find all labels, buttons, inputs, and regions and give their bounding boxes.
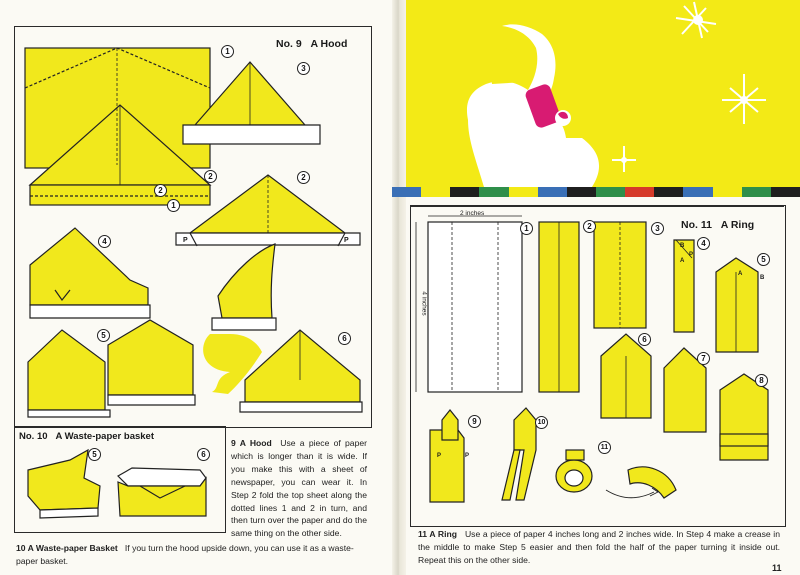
hood-step6 — [245, 330, 360, 402]
ring-caption — [418, 528, 780, 567]
hood-caption-body: Use a piece of paper which is longer than it is wide. If you make this with a sheet of newspaper, you can wear it. In Step 2 fold the top sheet along the dotted lines 1 and 2 in turn, and then turn over the paper and do the same thing on the other side. — [231, 438, 367, 539]
ring-letter-a2: A — [738, 271, 743, 277]
basket-caption-heading: 10 A Waste-paper Basket — [16, 543, 118, 553]
ring-letter-b: B — [680, 243, 685, 249]
hood-p-left: P — [183, 237, 188, 244]
hood-step-2: 2 — [204, 170, 217, 183]
hood-number: No. 9 — [276, 38, 302, 50]
ring-step-6: 6 — [638, 333, 651, 346]
hood-step-6: 6 — [338, 332, 351, 345]
hood-title: A Hood — [310, 38, 348, 50]
ring-letter-a: A — [680, 258, 685, 264]
basket-diagrams — [0, 0, 230, 530]
basket-caption — [16, 542, 368, 568]
ring-step1-paper — [428, 222, 522, 392]
basket-step-6: 6 — [197, 448, 210, 461]
ring-dim-width: 2 inches — [460, 210, 485, 217]
ring-title: A Ring — [720, 219, 755, 231]
ring-step5 — [716, 258, 758, 352]
ring-step-3: 3 — [651, 222, 664, 235]
ring-step-5: 5 — [757, 253, 770, 266]
hood-caption-heading: 9 A Hood — [231, 438, 272, 448]
ring-caption-heading: 11 A Ring — [418, 529, 458, 539]
basket-number: No. 10 — [19, 431, 48, 442]
ring-caption-body: Use a piece of paper 4 inches long and 2 inches wide. In Step 4 make a crease in the middle to make Step 5 easier and then fold the half of the paper turning it inside out. Repeat this on the other side. — [418, 529, 780, 565]
ring-number: No. 11 — [681, 219, 712, 231]
basket-step-5: 5 — [88, 448, 101, 461]
ring-step-11: 11 — [598, 441, 611, 454]
hood-line-label-1: 1 — [167, 199, 180, 212]
basket-title: A Waste-paper basket — [55, 431, 154, 442]
hood-step-4: 4 — [98, 235, 111, 248]
hood-step-1: 1 — [221, 45, 234, 58]
hood-p-right: P — [344, 237, 349, 244]
basket-caption-body: If you turn the hood upside down, you can use it as a waste-paper basket. — [16, 543, 354, 566]
ring-letter-p3: P — [465, 453, 470, 459]
ring-step9 — [430, 430, 464, 502]
hood-caption — [231, 437, 367, 540]
ring-step-7: 7 — [697, 352, 710, 365]
ring-dim-height: 4 inches — [420, 291, 428, 316]
ring-step-8: 8 — [755, 374, 768, 387]
hood-step-5: 5 — [97, 329, 110, 342]
ring-step-2: 2 — [583, 220, 596, 233]
book-gutter — [392, 0, 406, 575]
ring-letter-b2: B — [760, 275, 765, 281]
ring-step-9: 9 — [468, 415, 481, 428]
ring-letter-p2: P — [437, 453, 442, 459]
ring-step-4: 4 — [697, 237, 710, 250]
ring-step-1: 1 — [520, 222, 533, 235]
hood-line-label-2: 2 — [154, 184, 167, 197]
page-number: 11 — [772, 563, 782, 573]
ring-letter-p: P — [689, 252, 694, 258]
hood-step-2b: 2 — [297, 171, 310, 184]
hood-step-3: 3 — [297, 62, 310, 75]
ring-step-10: 10 — [535, 416, 548, 429]
